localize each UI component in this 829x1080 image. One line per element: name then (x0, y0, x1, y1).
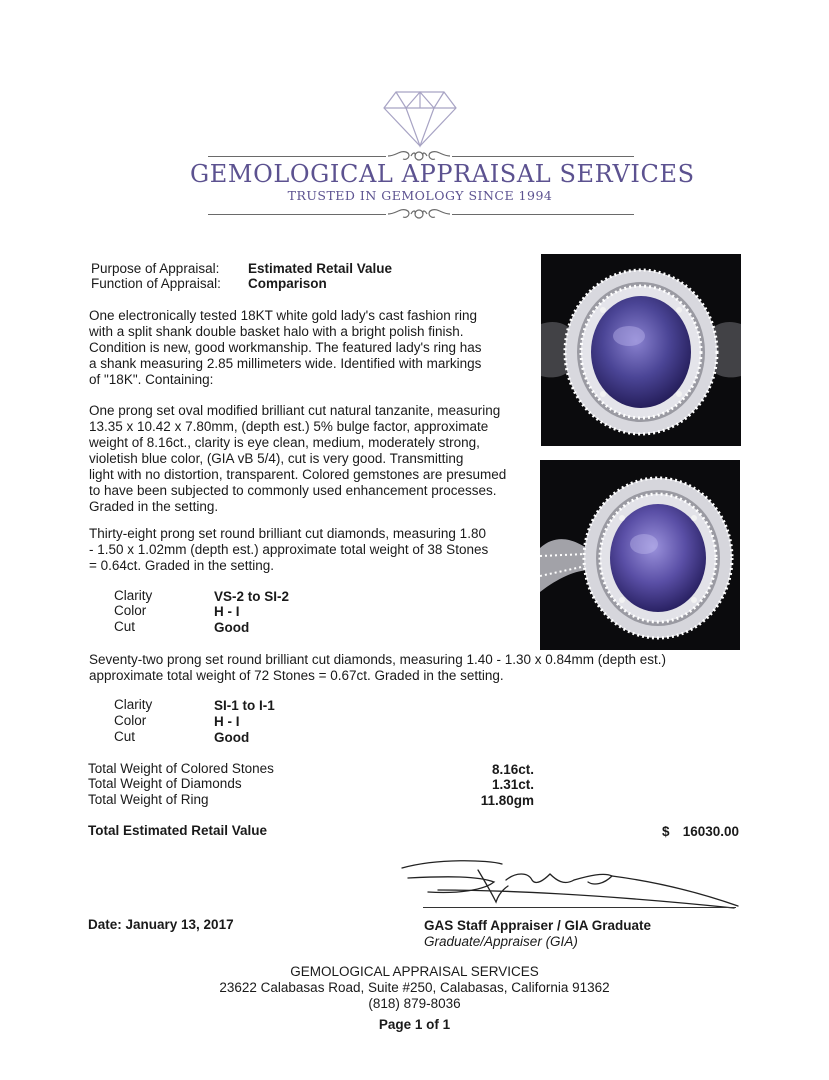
grade-value: Good (214, 730, 250, 745)
center-stone-description: One prong set oval modified brilliant cut natural tanzanite, measuring 13.35 x 10.42 x 7.80mm, (depth est.) 5% bulge factor, approximate weight of 8.16ct., clarity is eye clean, medium, moderately strong, violetish blue color, (GIA vB 5/4), cut is very good. Transmitting light with no distortion, transparent. Colored gemstones are presumed to have been subjected to commonly used enhancement processes. Graded in the setting. (89, 403, 507, 514)
total-value: 11.80gm (480, 793, 534, 808)
retail-currency: $ (662, 824, 670, 839)
ring-photo-angled (540, 460, 740, 650)
header-rule-top (208, 156, 386, 157)
purpose-label: Purpose of Appraisal: (91, 261, 220, 276)
function-value: Comparison (248, 276, 327, 291)
grade-label: Cut (114, 619, 136, 634)
grade-label: Color (114, 713, 147, 728)
grade-value: SI-1 to I-1 (214, 698, 275, 713)
grade-label: Clarity (114, 588, 153, 603)
company-tagline: TRUSTED IN GEMOLOGY SINCE 1994 (287, 188, 553, 203)
footer-phone: (818) 879-8036 (368, 996, 461, 1011)
appraiser-subtitle: Graduate/Appraiser (GIA) (424, 934, 578, 949)
grade-label: Cut (114, 729, 136, 744)
grade-value: VS-2 to SI-2 (214, 589, 290, 604)
grade-value: Good (214, 620, 250, 635)
purpose-value: Estimated Retail Value (248, 261, 393, 276)
page-number: Page 1 of 1 (378, 1017, 451, 1032)
diamond-outline-icon (382, 90, 458, 148)
ring-illustration (541, 254, 741, 446)
header-rule-bottom (208, 214, 386, 215)
grade-label: Clarity (114, 697, 153, 712)
grade-label: Color (114, 603, 147, 618)
total-label: Total Weight of Diamonds (88, 776, 242, 791)
scroll-ornament-icon (386, 204, 452, 224)
footer-company: GEMOLOGICAL APPRAISAL SERVICES (290, 964, 539, 979)
total-label: Total Weight of Colored Stones (88, 761, 274, 776)
total-label: Total Weight of Ring (88, 792, 209, 807)
ring-description: One electronically tested 18KT white gold lady's cast fashion ring with a split shank double basket halo with a bright polish finish. Condition is new, good workmanship. The featured lady's ring has a shank measuring 2.85 millimeters wide. Identified with markings of "18K". Containing: (89, 308, 482, 387)
ring-photo-top (541, 254, 741, 446)
signature-line (423, 907, 736, 908)
ring-illustration (540, 460, 740, 650)
retail-amount: 16030.00 (682, 824, 739, 839)
retail-value-label: Total Estimated Retail Value (88, 823, 268, 838)
appraisal-date: Date: January 13, 2017 (88, 917, 234, 932)
header-rule-top (452, 156, 634, 157)
total-value: 8.16ct. (491, 762, 534, 777)
diamonds-group-2-description: Seventy-two prong set round brilliant cut diamonds, measuring 1.40 - 1.30 x 0.84mm (depth est.) approximate total weight of 72 Stones = 0.67ct. Graded in the setting. (89, 652, 667, 683)
header-rule-bottom (452, 214, 634, 215)
footer-address: 23622 Calabasas Road, Suite #250, Calabasas, California 91362 (219, 980, 610, 995)
total-value: 1.31ct. (491, 777, 534, 792)
appraiser-signature (398, 850, 744, 914)
appraiser-title: GAS Staff Appraiser / GIA Graduate (424, 918, 652, 933)
diamonds-group-1-description: Thirty-eight prong set round brilliant cut diamonds, measuring 1.80 - 1.50 x 1.02mm (depth est.) approximate total weight of 38 Stones = 0.64ct. Graded in the setting. (89, 526, 489, 573)
grade-value: H - I (214, 604, 240, 619)
function-label: Function of Appraisal: (91, 276, 221, 291)
company-name: GEMOLOGICAL APPRAISAL SERVICES (190, 160, 695, 188)
grade-value: H - I (214, 714, 240, 729)
